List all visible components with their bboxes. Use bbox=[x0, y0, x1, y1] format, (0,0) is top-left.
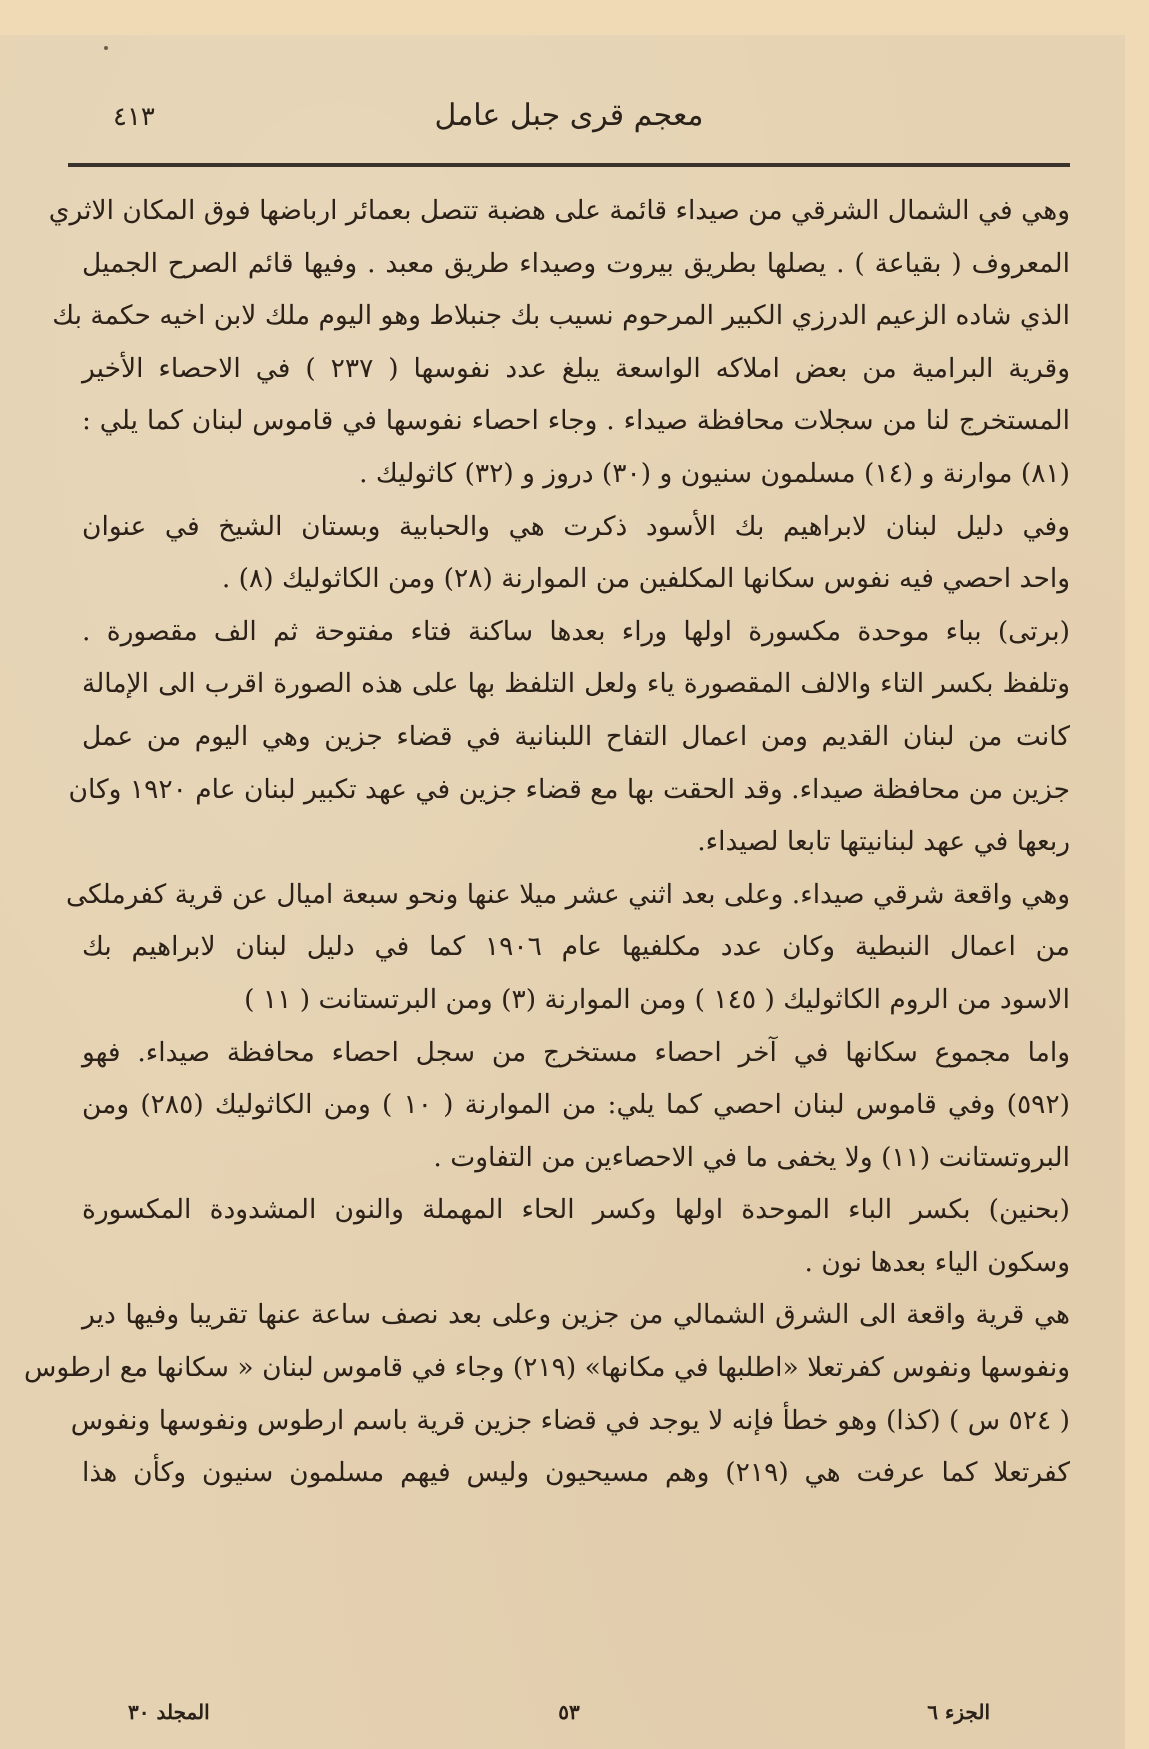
ink-speck bbox=[104, 46, 108, 50]
text-line: وهي في الشمال الشرقي من صيداء قائمة على هضبة تتصل بعمائر ارباضها فوق المكان الاثري bbox=[48, 195, 1070, 226]
header-rule bbox=[68, 163, 1070, 167]
running-header bbox=[68, 90, 1070, 150]
text-line: جزين من محافظة صيداء. وقد الحقت بها مع قضاء جزين في عهد تكبير لبنان عام ١٩٢٠ وكان bbox=[68, 773, 1070, 805]
text-line: الذي شاده الزعيم الدرزي الكبير المرحوم نسيب بك جنبلاط وهو اليوم ملك لابن اخيه حكمة بك bbox=[52, 300, 1070, 332]
entry-heading-line: (برتى) بباء موحدة مكسورة اولها وراء بعدها ساكنة فتاء مفتوحة ثم الف مقصورة . bbox=[82, 615, 1070, 647]
text-line: (٨١) موارنة و (١٤) مسلمون سنيون و (٣٠) دروز و (٣٢) كاثوليك . bbox=[359, 457, 1070, 489]
text-line: واحد احصي فيه نفوس سكانها المكلفين من الموارنة (٢٨) ومن الكاثوليك (٨) . bbox=[221, 563, 1070, 595]
text-line: ( ٥٢٤ س ) (كذا) وهو خطأ فإنه لا يوجد في قضاء جزين قرية باسم ارطوس ونفوسها ونفوس bbox=[70, 1404, 1070, 1436]
issue-part: الجزء ٦ bbox=[927, 1700, 990, 1724]
entry-heading-line: (بحنين) بكسر الباء الموحدة اولها وكسر الحاء المهملة والنون المشدودة المكسورة bbox=[82, 1194, 1070, 1226]
text-line: ونفوسها ونفوس كفرتعلا «اطلبها في مكانها» (٢١٩) وجاء في قاموس لبنان « سكانها مع ارطوس bbox=[24, 1352, 1070, 1384]
text-line: (٥٩٢) وفي قاموس لبنان احصي كما يلي: من الموارنة ( ١٠ ) ومن الكاثوليك (٢٨٥) ومن bbox=[82, 1089, 1070, 1121]
text-line: وسكون الياء بعدها نون . bbox=[804, 1246, 1070, 1278]
text-line: من اعمال النبطية وكان عدد مكلفيها عام ١٩٠٦ كما في دليل لبنان لابراهيم بك bbox=[82, 931, 1070, 963]
text-line: وقرية البرامية من بعض املاكه الواسعة يبلغ عدد نفوسها ( ٢٣٧ ) في الاحصاء الأخير bbox=[82, 352, 1070, 384]
page-number: ٤١٣ bbox=[113, 102, 155, 132]
text-line: ربعها في عهد لبنانيتها تابعا لصيداء. bbox=[697, 826, 1070, 858]
text-line: وتلفظ بكسر التاء والالف المقصورة ياء ولعل التلفظ بها على هذه الصورة اقرب الى الإمالة bbox=[82, 668, 1070, 700]
text-line: المستخرج لنا من سجلات محافظة صيداء . وجاء احصاء نفوسها في قاموس لبنان كما يلي : bbox=[82, 405, 1070, 437]
body-text bbox=[24, 185, 1070, 1500]
issue-page-number: ٥٣ bbox=[558, 1700, 580, 1724]
text-line: وفي دليل لبنان لابراهيم بك الأسود ذكرت هي والحبابية وبستان الشيخ في عنوان bbox=[82, 510, 1070, 542]
text-line: المعروف ( بقياعة ) . يصلها بطريق بيروت وصيداء طريق معبد . وفيها قائم الصرح الجميل bbox=[82, 247, 1070, 279]
text-line: هي قرية واقعة الى الشرق الشمالي من جزين وعلى بعد نصف ساعة عنها تقريبا وفيها دير bbox=[82, 1299, 1070, 1331]
text-line: واما مجموع سكانها في آخر احصاء مستخرج من سجل احصاء محافظة صيداء. فهو bbox=[82, 1036, 1070, 1068]
page-footer bbox=[68, 1700, 1070, 1740]
text-line: كانت من لبنان القديم ومن اعمال التفاح اللبنانية في قضاء جزين وهي اليوم من عمل bbox=[82, 720, 1070, 752]
scanned-page bbox=[0, 35, 1125, 1749]
text-line: كفرتعلا كما عرفت هي (٢١٩) وهم مسيحيون وليس فيهم مسلمون سنيون وكأن هذا bbox=[82, 1457, 1070, 1489]
volume-number: المجلد ٣٠ bbox=[128, 1700, 210, 1724]
text-line: وهي واقعة شرقي صيداء. وعلى بعد اثني عشر ميلا عنها ونحو سبعة اميال عن قرية كفرملكى bbox=[65, 878, 1070, 910]
text-line: البروتستانت (١١) ولا يخفى ما في الاحصاءين من التفاوت . bbox=[433, 1141, 1070, 1173]
book-title: معجم قرى جبل عامل bbox=[434, 98, 704, 133]
text-line: الاسود من الروم الكاثوليك ( ١٤٥ ) ومن الموارنة (٣) ومن البرتستانت ( ١١ ) bbox=[244, 983, 1070, 1015]
